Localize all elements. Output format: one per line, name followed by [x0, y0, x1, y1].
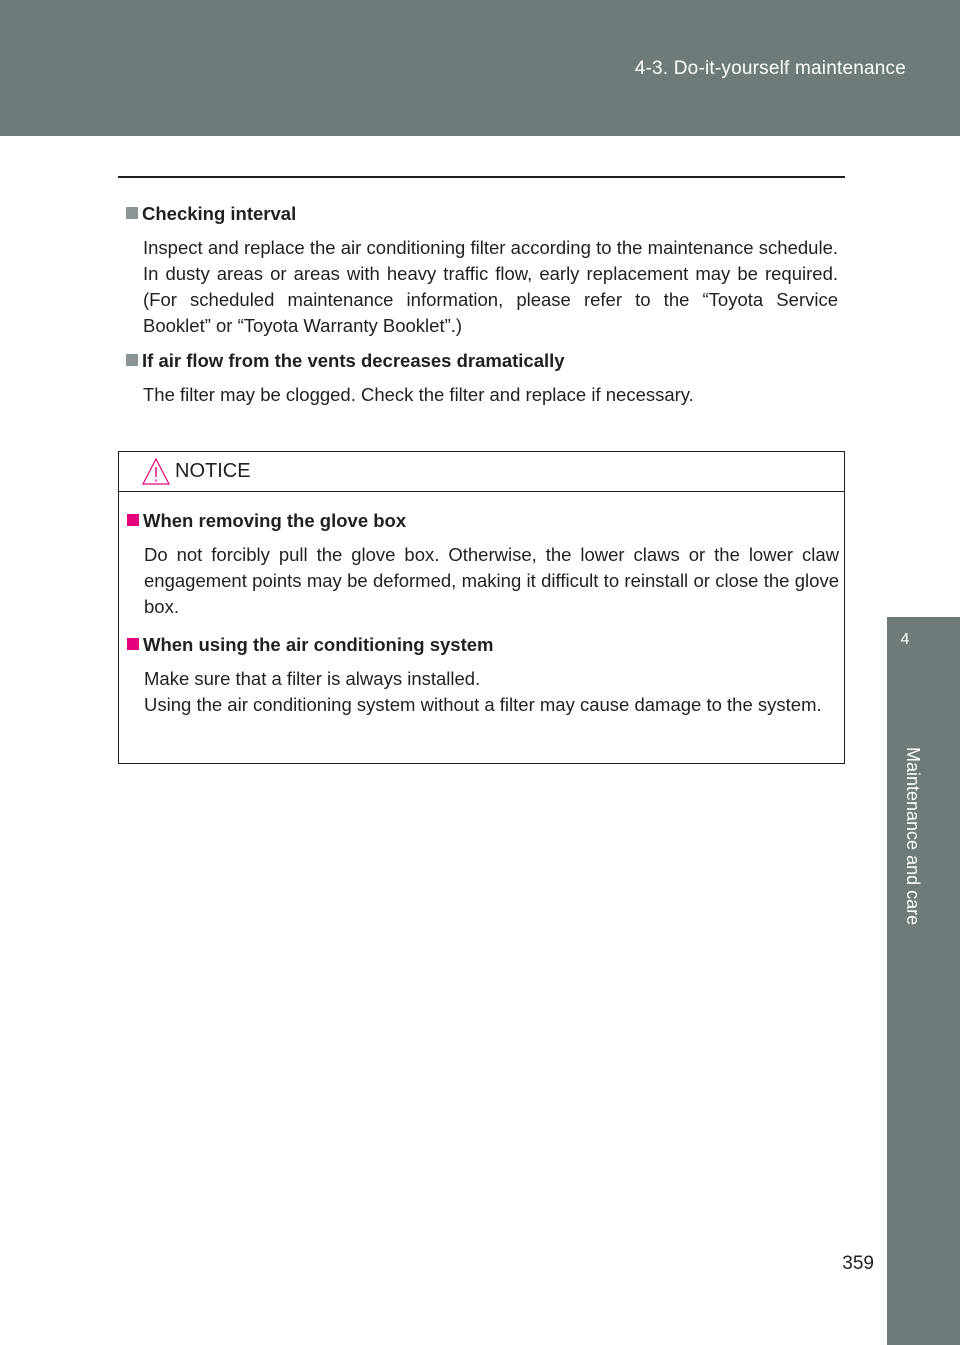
chapter-label: Maintenance and care [903, 747, 923, 926]
paragraph: Inspect and replace the air conditioning filter according to the maintenance schedule. In dusty areas or areas with heavy traffic flow, early replacement may be required. (For scheduled maintenance information, please refer to the “Toyota Service Booklet” or “Toyota Warranty Booklet”.) [143, 237, 838, 336]
paragraph [144, 666, 839, 718]
paragraph: Do not forcibly pull the glove box. Otherwise, the lower claws or the lower claw engagement points may be deformed, making it difficult to reinstall or close the glove box. [144, 544, 839, 617]
heading-text: When using the air conditioning system [143, 634, 494, 655]
heading-text: If air flow from the vents decreases dramatically [142, 350, 565, 371]
header-band [0, 0, 960, 136]
square-bullet-icon [127, 638, 139, 650]
notice-header [119, 452, 844, 492]
notice-heading [119, 632, 839, 657]
paragraph-line: Make sure that a filter is always installed. [144, 668, 481, 689]
heading-text: When removing the glove box [143, 510, 407, 531]
chapter-side-tab [887, 617, 960, 1345]
square-bullet-icon [126, 354, 138, 366]
notice-item-glove-box [119, 508, 839, 620]
notice-body [119, 508, 839, 730]
square-bullet-icon [127, 514, 139, 526]
notice-item-air-conditioning [119, 632, 839, 718]
notice-heading [119, 508, 839, 533]
page-number: 359 [842, 1253, 874, 1274]
air-flow-section [118, 348, 838, 408]
top-rule [118, 176, 845, 178]
notice-box [118, 451, 845, 764]
chapter-number: 4 [900, 631, 910, 648]
paragraph: The filter may be clogged. Check the filter and replace if necessary. [143, 384, 694, 405]
section-heading [118, 201, 838, 226]
section-heading [118, 348, 838, 373]
warning-triangle-icon [141, 457, 171, 487]
paragraph-line: Using the air conditioning system without a filter may cause damage to the system. [144, 694, 822, 715]
heading-text: Checking interval [142, 203, 297, 224]
notice-title: NOTICE [175, 460, 251, 482]
checking-interval-section [118, 201, 838, 339]
square-bullet-icon [126, 207, 138, 219]
section-title: 4-3. Do-it-yourself maintenance [634, 58, 906, 79]
